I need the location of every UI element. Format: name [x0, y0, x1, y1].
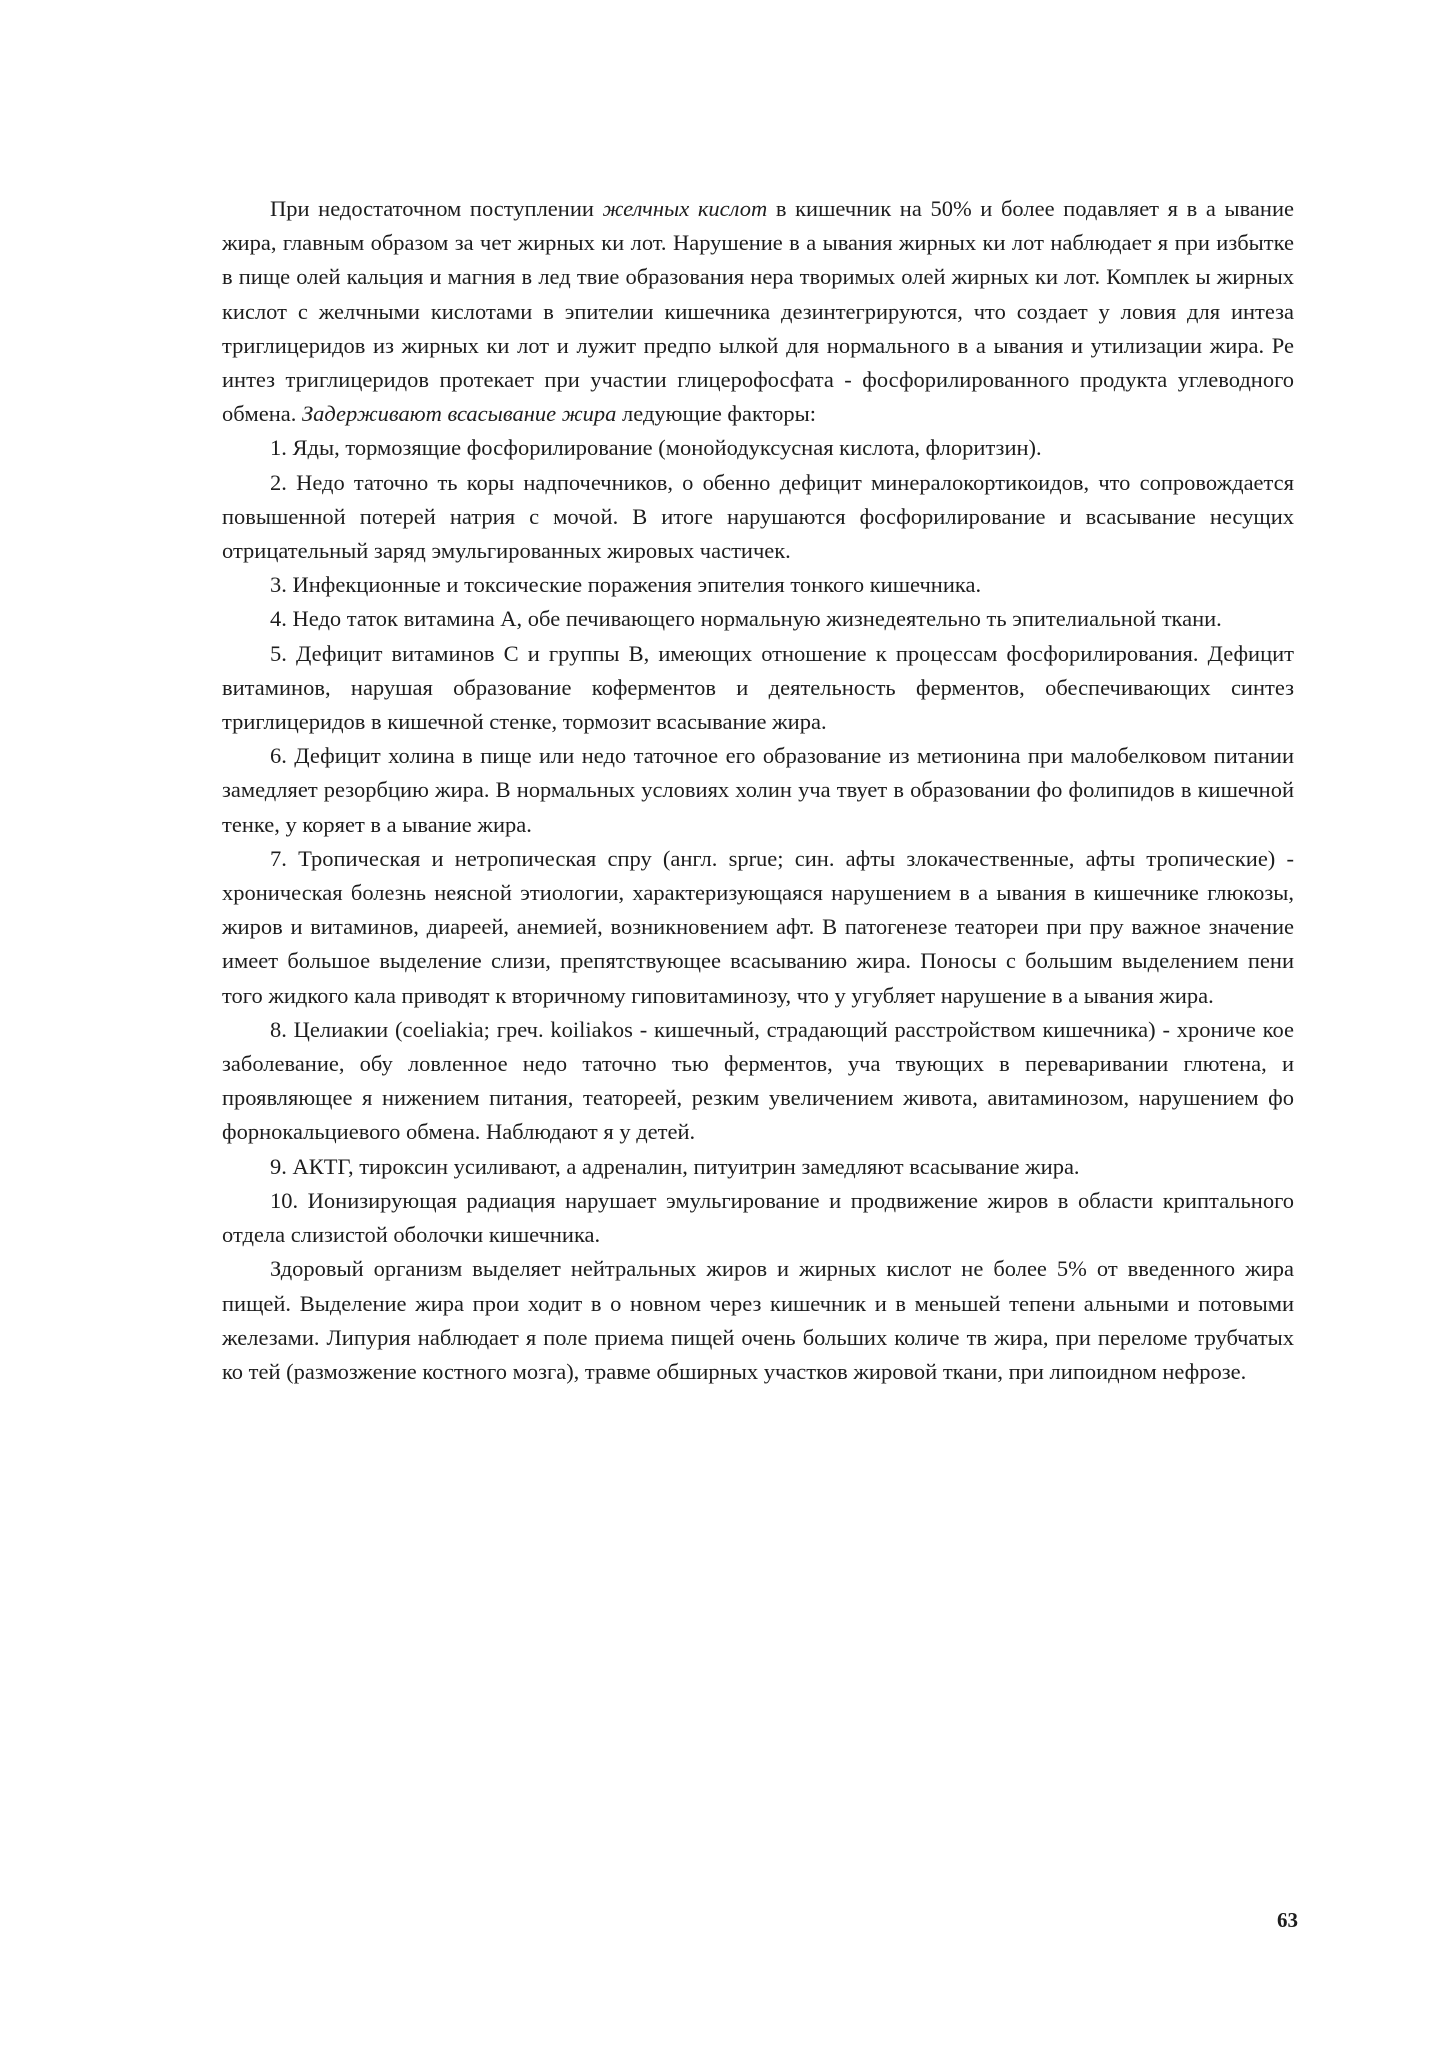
paragraph-fat-excretion: Здоровый организм выделяет нейтральных жиров и жирных кислот не более 5% от введенного жира пищей. Выделение жира прои ходит в о новном через кишечник и в меньшей тепени альными и потовыми железами. Липурия наблюдает я поле приема пищей очень больших количе тв жира, при переломе трубчатых ко тей (размозжение костного мозга), травме обширных участков жировой ткани, при липоидном нефрозе.	[222, 1256, 1294, 1384]
paragraph-text: в кишечник на 50% и более подавляет я в а ывание жира, главным образом за чет жирных ки лот. Нарушение в а ывания жирных ки лот наблюдает я при избытке в пище олей кальция и магния в лед твие образования нера творимых олей жирных ки лот. Комплек ы жирных кислот с желчными кислотами в эпителии кишечника дезинтегрируются, что создает у ловия для интеза триглицеридов из жирных ки лот и лужит предпо ылкой для нормального в а ывания и утилизации жира. Ре интез триглицеридов протекает при участии глицерофосфата - фосфорилированного продукта углеводного обмена.	[222, 196, 1294, 427]
term-bile-acids: желчных кислот	[602, 196, 768, 221]
list-item-7: 7. Тропическая и нетропическая спру (англ. sprue; син. афты злокачественные, афты тропические) - хроническая болезнь неясной этиологии, характеризующаяся нарушением в а ывания в кишечнике глюкозы, жиров и витаминов, диареей, анемией, возникновением афт. В патогенезе театореи при пру важное значение имеет большое выделение слизи, препятствующее всасыванию жира. Поносы с большим выделением пени того жидкого кала приводят к вторичному гиповитаминозу, что у угубляет нарушение в а ывания жира.	[222, 845, 1294, 1008]
term-delay-absorption: Задерживают всасывание жира	[301, 401, 617, 427]
list-item-2: 2. Недо таточно ть коры надпочечников, о обенно дефицит минералокортикоидов, что сопровождается повышенной потерей натрия с мочой. В итоге нарушаются фосфорилирование и всасывание несущих отрицательный заряд эмульгированных жировых частичек.	[222, 469, 1294, 564]
list-item-6: 6. Дефицит холина в пище или недо таточное его образование из метионина при малобелковом питании замедляет резорбцию жира. В нормальных условиях холин уча твует в образовании фо фолипидов в кишечной тенке, у коряет в а ывание жира.	[222, 743, 1294, 837]
paragraph-text: При недостаточном поступлении	[270, 196, 603, 221]
list-item-9: 9. АКТГ, тироксин усиливают, а адреналин, питуитрин замедляют всасывание жира.	[270, 1153, 1080, 1179]
page-number: 63	[1277, 1908, 1298, 1932]
paragraph-bile-acids	[222, 192, 1294, 431]
body-text	[222, 192, 1294, 1389]
list-item-8: 8. Целиакии (coeliakia; греч. koiliakos - кишечный, страдающий расстройством кишечника) - хрониче кое заболевание, обу ловленное недо таточно тью ферментов, уча твующих в переваривании глютена, и проявляющее я нижением питания, театореей, резким увеличением живота, авитаминозом, нарушением фо форнокальциевого обмена. Наблюдают я у детей.	[222, 1016, 1294, 1145]
list-item-5: 5. Дефицит витаминов С и группы В, имеющих отношение к процессам фосфорилирования. Дефицит витаминов, нарушая образование коферментов и деятельность ферментов, обеспечивающих синтез триглицеридов в кишечной стенке, тормозит всасывание жира.	[222, 640, 1294, 735]
list-item-1: 1. Яды, тормозящие фосфорилирование (монойодуксусная кислота, флоритзин).	[270, 435, 1042, 461]
list-item-10: 10. Ионизирующая радиация нарушает эмульгирование и продвижение жиров в области криптального отдела слизистой оболочки кишечника.	[222, 1187, 1294, 1248]
list-item-4: 4. Недо таток витамина А, обе печивающего нормальную жизнедеятельно ть эпителиальной ткани.	[270, 606, 1222, 632]
list-item-3: 3. Инфекционные и токсические поражения эпителия тонкого кишечника.	[270, 572, 982, 598]
paragraph-text: ледующие факторы:	[616, 401, 817, 427]
